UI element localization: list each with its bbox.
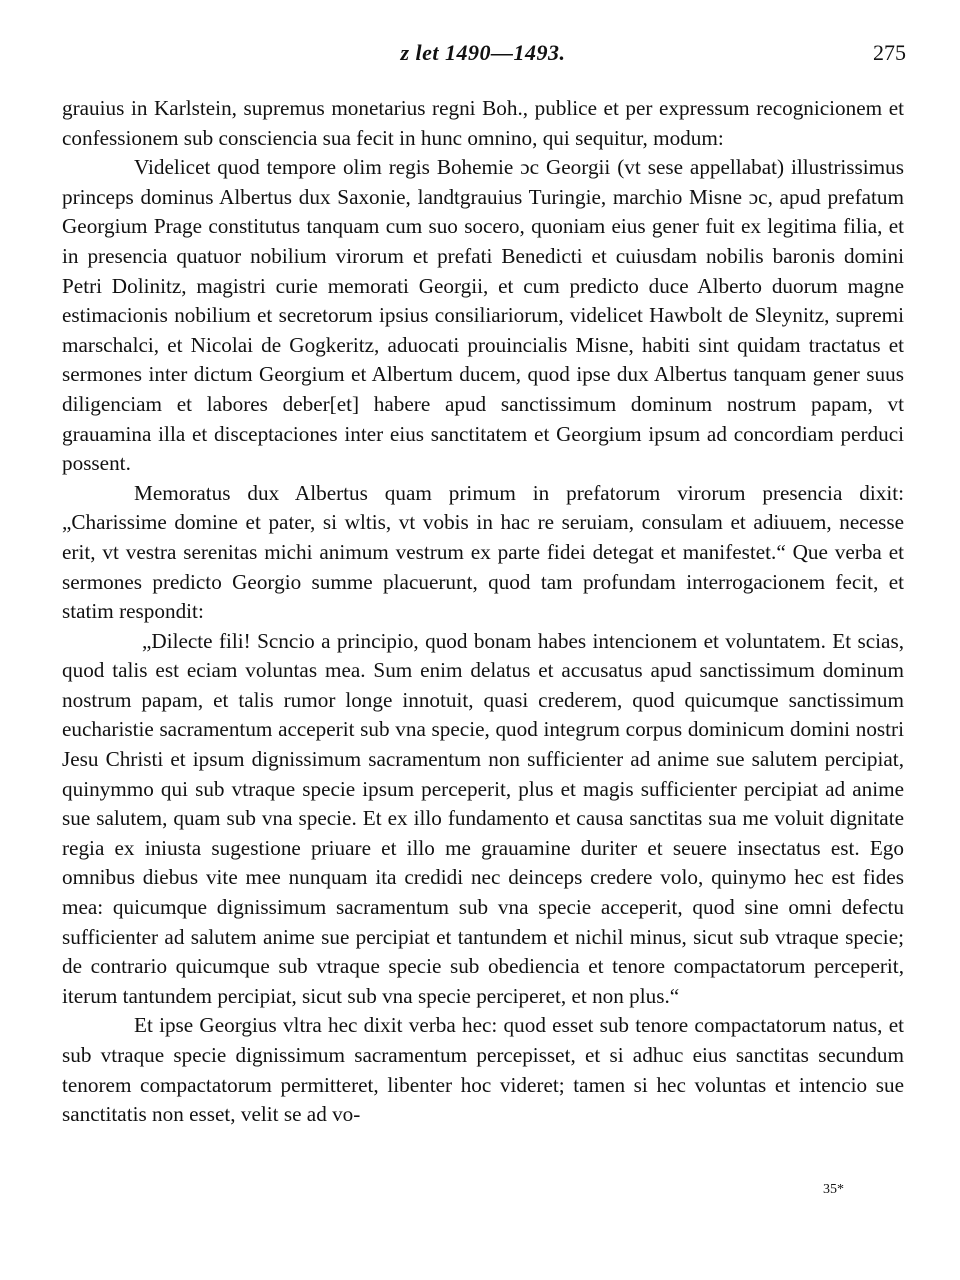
paragraph-2: Videlicet quod tempore olim regis Bohemie ɔc Georgii (vt sese appellabat) illustrissimus princeps dominus Albertus dux Saxonie, landtgrauius Turingie, marchio Misne ɔc, apud prefatum Georgium Prage constitutus tanquam cum suo socero, quoniam eius gener fuit ex legitima filia, et in presencia quatuor nobilium virorum et prefati Benedicti et cuiusdam nobilis baronis domini Petri Dolinitz, magistri curie memorati Georgii, et cum predicto duce Alberto duorum magne estimacionis nobilium et secretorum ipsius consiliariorum, videlicet Hawbolt de Sleynitz, supremi marschalci, et Nicolai de Gogkeritz, aduocati prouincialis Misne, habiti sint quidam tractatus et sermones inter dictum Georgium et Albertum ducem, quod ipse dux Albertus tanquam gener suus diligenciam et labores deber[et] habere apud sanctissimum dominum nostrum papam, vt grauamina illa et disceptaciones inter eius sanctitatem et Georgium ipsum ad concordiam perduci possent. (62, 155, 904, 476)
running-title: z let 1490—1493. (400, 40, 566, 65)
signature-mark: 35* (823, 1182, 844, 1197)
page-number: 275 (873, 40, 906, 65)
page-header (60, 40, 906, 70)
paragraph-3: Memoratus dux Albertus quam primum in prefatorum virorum presencia dixit: „Charissime domine et pater, si wltis, vt vobis in hac re seruiam, consulam et adiuuem, necesse erit, vt vestra serenitas michi animum vestrum ex parte fidei detegat et manifestet.“ Que verba et sermones predicto Georgio summe placuerunt, quod tam profundam interrogacionem fecit, et statim respondit: (62, 480, 904, 624)
paragraph-4: „Dilecte fili! Scncio a principio, quod bonam habes intencionem et voluntatem. Et scias, quod talis est eciam voluntas mea. Sum enim delatus et accusatus apud sanctissimum dominum nostrum papam, et talis rumor longe innotuit, quasi crederem, quod quicumque sanctissimum eucharistie sacramentum acceperit sub vna specie, quod integrum corpus dominicum domini nostri Jesu Christi et ipsum dignissimum sacramentum non sufficienter ad anime sue salutem percipiat, quinymmo qui sub vtraque specie ipsum perceperit, plus et magis sufficienter percipiat ad anime sue salutem, quam sub vna specie. Et ex illo fundamento et causa sanctitas sua me voluit dignitate regia ex iniusta sugestione priuare et illo me grauamine duriter et seuere insectatus est. Ego omnibus diebus vite mee nunquam ita credidi nec deinceps credere volo, quinymo hec est fides mea: quicumque dignissimum sacramentum sub vna specie acceperit, quod sine omni defectu sufficienter ad salutem anime sue percipiat et tantundem et nichil minus, sicut sub vtraque specie; de contrario quicumque sub vtraque specie sub obediencia et tenore compactatorum perceperit, iterum tantundem percipiat, sicut sub vna specie perciperet, et non plus.“ (62, 628, 904, 1008)
body-text (62, 94, 904, 1130)
paragraph-1: grauius in Karlstein, supremus monetarius regni Boh., publice et per expressum recognicionem et confessionem sub consciencia sua fecit in hunc omnino, qui sequitur, modum: (62, 96, 904, 150)
paragraph-5: Et ipse Georgius vltra hec dixit verba hec: quod esset sub tenore compactatorum natus, et sub vtraque specie dignissimum sacramentum percepisset, et si adhuc eius sanctitas secundum tenorem compactatorum permitteret, libenter hoc videret; tamen si hec voluntas et intencio sue sanctitatis non esset, velit se ad vo- (62, 1013, 904, 1127)
